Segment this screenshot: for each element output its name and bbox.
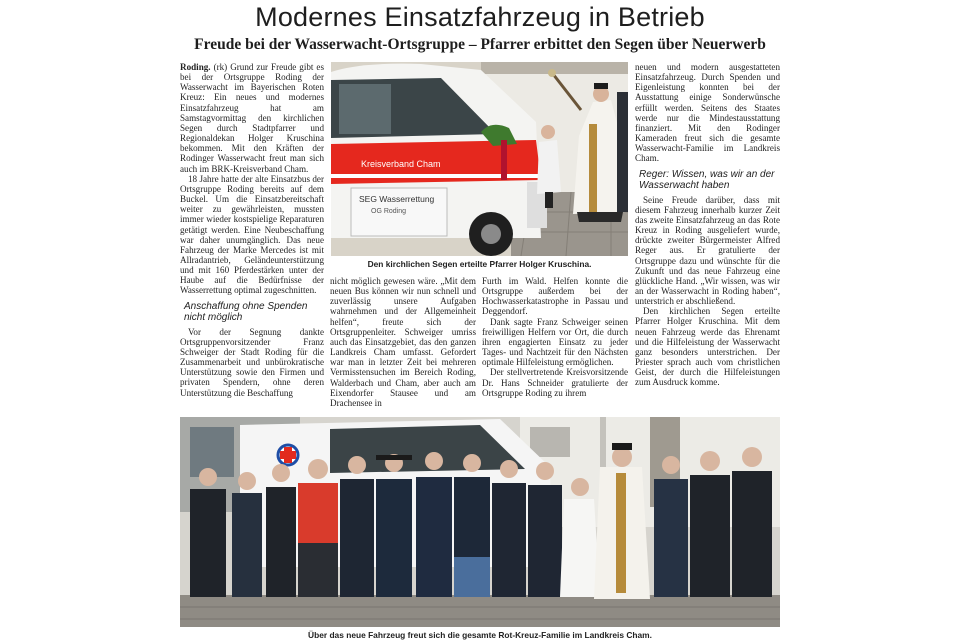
- van-lettering: SEG Wasserrettung: [359, 194, 435, 204]
- group-photo-image: [180, 417, 780, 627]
- subheadline: Freude bei der Wasserwacht-Ortsgruppe – Pfarrer erbittet den Segen über Neuerwerb: [194, 36, 766, 53]
- article-column-4: [635, 62, 780, 407]
- paragraph: 18 Jahre hatte der alte Einsatzbus der Ortsgruppe Roding bereits auf dem Buckel. Um die Einsatzbereitschaft weiter zu gewährleisten, mussten immer wieder kostspielige Reparaturen getätigt werden. Eine Neubeschaffung war daher unumgänglich. Das neue Fahrzeug der Marke Mercedes ist mit Allradantrieb, Geländeunterstützung und mit 160 Pferdestärken unter der Haube auf die Bedürfnisse der Wasserrettung optimal zugeschnitten.: [180, 173, 324, 296]
- photo-caption: Über das neue Fahrzeug freut sich die gesamte Rot-Kreuz-Familie im Landkreis Cham.: [308, 630, 652, 640]
- blessing-photo-image: [331, 62, 628, 256]
- blessing-photo: [331, 62, 628, 256]
- article-column-3: [482, 276, 628, 408]
- paragraph: Vor der Segnung dankte Ortsgruppenvorsitzender Franz Schweiger der Stadt Roding für die Zusammenarbeit und unbürokratische Unterstützung sowie den Firmen und privaten Spendern, ohne deren Unterstützung die Beschaffung: [180, 326, 324, 398]
- paragraph: Der stellvertretende Kreisvorsitzende Dr. Hans Schneider gratulierte der Ortsgruppe Roding zu ihrem: [482, 367, 628, 398]
- paragraph: [180, 62, 324, 174]
- paragraph: Furth im Wald. Helfen konnte die Ortsgruppe außerdem bei der Hochwasserkatastrophe in Passau und Deggendorf.: [482, 276, 628, 317]
- article-column-1: [180, 62, 324, 407]
- paragraph: Seine Freude darüber, dass mit diesem Fahrzeug innerhalb kurzer Zeit das zweite Einsatzfahrzeug an das Rote Kreuz in Roding ausgeliefert wurde, drückte zweiter Bürgermeister Alfred Reger aus. Er gratulierte der Ortsgruppe dazu und wünschte für die Zukunft und das neue Fahrzeug eine glückliche Hand. „Wir wissen, was wir an der Wasserwacht in Roding haben“, unterstrich er abschließend.: [635, 194, 780, 307]
- headline: Modernes Einsatzfahrzeug in Betrieb: [255, 2, 705, 32]
- paragraph: Den kirchlichen Segen erteilte Pfarrer Holger Kruschina. Mit dem neuen Fahrzeug werde das Ehrenamt und die Hilfeleistung der Wasserwacht ganz besonders unterstrichen. Der Priester sprach auch vom christlichen Geist, der durch die Hilfeleistungen zum Ausdruck komme.: [635, 306, 780, 388]
- dateline: Roding.: [180, 62, 211, 72]
- paragraph: nicht möglich gewesen wäre. „Mit dem neuen Bus können wir nun schnell und zuverlässig unsere Aufgaben wahrnehmen und der Allgemeinheit helfen“, freute sich der Ortsgruppenleiter. Schweiger umriss auch das Einsatzgebiet, das den ganzen Landkreis Cham umfasst. Gefordert war man in letzter Zeit bei mehreren Vermisstensuchen im Bereich Roding, Walderbach und Cham, aber auch am Eixendorfer Stausee und am Drachensee in: [330, 276, 476, 408]
- paragraph-text: (rk) Grund zur Freude gibt es bei der Ortsgruppe Roding der Wasserwacht im Bayerischen Roten Kreuz: Ein neues und modernes Einsatzfahrzeug hat am Samstagvormittag den kirchlichen Segen durch Stadtpfarrer und Regionaldekan Holger Kruschina bekommen. Mit den Kräften der Rodinger Wasserwacht freut man sich auch im BRK-Kreisverband Cham.: [180, 62, 324, 174]
- subheading: Anschaffung ohne Spenden nicht möglich: [184, 300, 308, 323]
- group-photo: [180, 417, 780, 627]
- article-column-2: [330, 276, 476, 408]
- subheading: Reger: Wissen, was wir an der Wasserwacht haben: [639, 168, 775, 191]
- photo-caption: Den kirchlichen Segen erteilte Pfarrer Holger Kruschina.: [367, 259, 592, 269]
- paragraph: neuen und modern ausgestatteten Einsatzfahrzeug. Durch Spenden und Eigenleistung konnten bei der Ausstattung einige Sonderwünsche erfüllt werden. Seitens des Staates werde nur die Mindestausstattung finanziert. Mit den Rodinger Kameraden freut sich die gesamte Wasserwacht-Familie im Landkreis Cham.: [635, 62, 780, 164]
- paragraph: Dank sagte Franz Schweiger seinen freiwilligen Helfern vor Ort, die durch ihren engagierten Einsatz zu jeder Tages- und Nachtzeit für den Nächsten optimale Hilfeleistung ermöglichen.: [482, 316, 628, 368]
- van-lettering: Kreisverband Cham: [361, 159, 441, 169]
- van-lettering: OG Roding: [371, 208, 407, 215]
